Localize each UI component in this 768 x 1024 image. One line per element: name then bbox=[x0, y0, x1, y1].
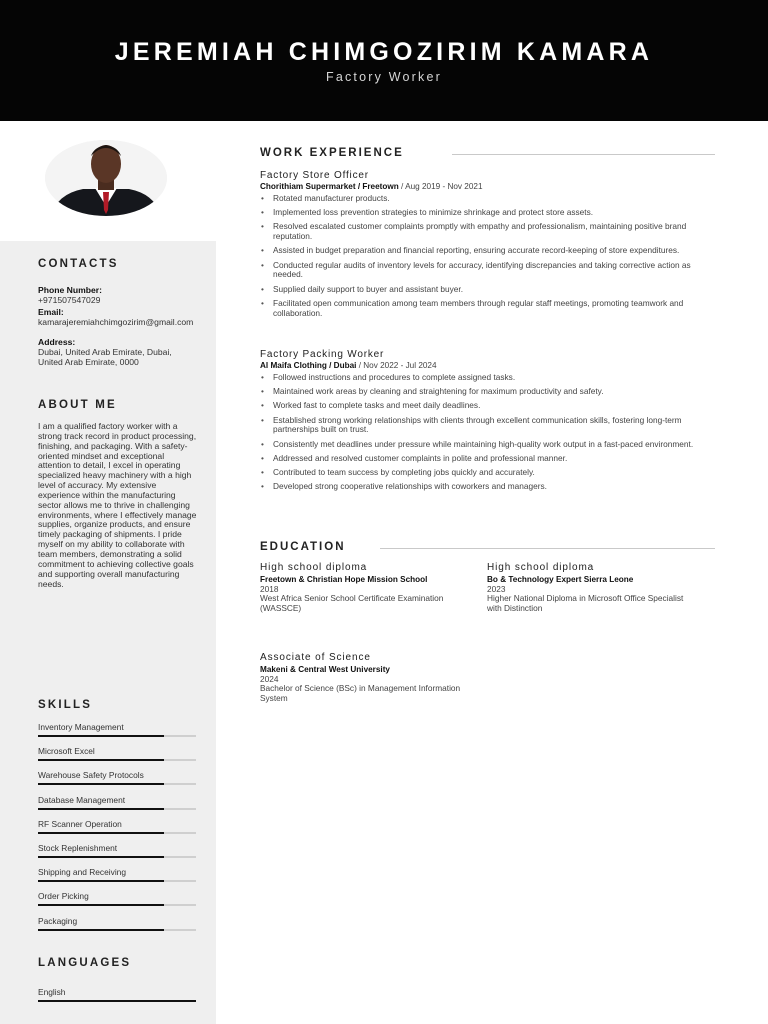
section-divider bbox=[452, 154, 715, 155]
skill-item bbox=[38, 843, 196, 858]
candidate-name: JEREMIAH CHIMGOZIRIM KAMARA bbox=[114, 38, 654, 66]
job-bullet: • Assisted in budget preparation and financial reporting, ensuring accurate record-keeping of store expenditures. bbox=[260, 246, 716, 256]
job-bullet: • Rotated manufacturer products. bbox=[260, 194, 716, 204]
address-value: Dubai, United Arab Emirate, Dubai, United Arab Emirate, 0000 bbox=[38, 347, 172, 367]
job-bullets bbox=[260, 194, 716, 318]
contacts-heading: CONTACTS bbox=[38, 258, 119, 270]
education-detail: Higher National Diploma in Microsoft Office Specialist with Distinction bbox=[487, 593, 684, 614]
about-heading: ABOUT ME bbox=[38, 399, 117, 411]
job-company: Chorithiam Supermarket / Freetown bbox=[260, 182, 399, 191]
skill-level-bar bbox=[38, 1000, 196, 1002]
job-dates: / Aug 2019 - Nov 2021 bbox=[398, 182, 483, 191]
skill-level-bar bbox=[38, 808, 196, 810]
education-detail: Bachelor of Science (BSc) in Management Information System bbox=[260, 683, 461, 704]
job-entry bbox=[260, 349, 716, 496]
skill-level-fill bbox=[38, 783, 164, 785]
skill-level-fill bbox=[38, 856, 164, 858]
phone-value: +971507547029 bbox=[38, 295, 101, 305]
skill-label: Order Picking bbox=[38, 891, 89, 902]
job-dates: / Nov 2022 - Jul 2024 bbox=[356, 361, 437, 370]
education-year: 2018 bbox=[260, 583, 279, 594]
job-company-dates bbox=[260, 361, 716, 370]
profile-photo bbox=[45, 140, 167, 216]
skill-level-bar bbox=[38, 735, 196, 737]
email-block bbox=[38, 307, 198, 327]
phone-block bbox=[38, 285, 198, 305]
skill-label: Shipping and Receiving bbox=[38, 867, 126, 878]
education-year: 2024 bbox=[260, 673, 279, 684]
job-bullet: • Established strong working relationships with clients through excellent communication skills, fostering long-term partnerships built on trust. bbox=[260, 416, 716, 436]
skill-level-fill bbox=[38, 832, 164, 834]
candidate-job-title: Factory Worker bbox=[326, 70, 442, 84]
skill-level-bar bbox=[38, 783, 196, 785]
work-experience-heading: WORK EXPERIENCE bbox=[260, 147, 404, 159]
job-bullet: • Facilitated open communication among team members through regular staff meetings, promoting teamwork and collaboration. bbox=[260, 299, 716, 319]
job-bullets bbox=[260, 373, 716, 492]
education-year: 2023 bbox=[487, 583, 506, 594]
skill-level-fill bbox=[38, 808, 164, 810]
resume-header bbox=[0, 0, 768, 121]
job-bullet: • Developed strong cooperative relationships with coworkers and managers. bbox=[260, 482, 716, 492]
education-degree: High school diploma bbox=[260, 562, 368, 573]
job-title: Factory Store Officer bbox=[260, 170, 369, 181]
skill-level-bar bbox=[38, 759, 196, 761]
job-bullet: • Consistently met deadlines under pressure while maintaining high-quality work output in a fast-paced environment. bbox=[260, 440, 716, 450]
skill-item bbox=[38, 916, 196, 931]
job-company-dates bbox=[260, 182, 716, 191]
skill-label: RF Scanner Operation bbox=[38, 818, 122, 829]
job-bullet: • Worked fast to complete tasks and meet daily deadlines. bbox=[260, 401, 716, 411]
skill-item bbox=[38, 987, 196, 1002]
education-heading: EDUCATION bbox=[260, 541, 346, 553]
skill-label: Stock Replenishment bbox=[38, 843, 118, 853]
skill-level-bar bbox=[38, 929, 196, 931]
address-label: Address: bbox=[38, 337, 76, 347]
email-label: Email: bbox=[38, 307, 64, 317]
skill-level-bar bbox=[38, 856, 196, 858]
skill-level-fill bbox=[38, 880, 164, 882]
skill-item bbox=[38, 746, 196, 761]
about-text: I am a qualified factory worker with a strong track record in product processing, finishing, and packaging. With a safety-oriented mindset and exceptional attention to detail, I excel in operating specialized heavy machinery with a high level of accuracy. My extensive experience within the manufacturing sector allows me to thrive in challenging environments, where I effectively manage supplies, organize products, and ensure timely packaging of shipments. I pride myself on my ability to collaborate with team members, demonstrating a solid commitment to achieving collective goals and supporting overall manufacturing needs. bbox=[38, 421, 197, 589]
education-item bbox=[260, 562, 470, 614]
skill-level-fill bbox=[38, 759, 164, 761]
education-item bbox=[260, 652, 470, 704]
job-entry bbox=[260, 170, 716, 323]
skill-label: Microsoft Excel bbox=[38, 746, 95, 757]
education-degree: High school diploma bbox=[487, 562, 595, 573]
skill-level-bar bbox=[38, 904, 196, 906]
education-detail: West Africa Senior School Certificate Examination (WASSCE) bbox=[260, 593, 444, 614]
skill-label: Inventory Management bbox=[38, 722, 124, 732]
skill-level-fill bbox=[38, 929, 164, 931]
section-divider bbox=[380, 548, 715, 549]
skill-item bbox=[38, 722, 196, 737]
job-bullet: • Implemented loss prevention strategies to minimize shrinkage and protect store assets. bbox=[260, 208, 716, 218]
skill-label: Database Management bbox=[38, 794, 126, 805]
job-bullet: • Addressed and resolved customer complaints in polite and professional manner. bbox=[260, 454, 716, 464]
education-institution: Bo & Technology Expert Sierra Leone bbox=[487, 575, 634, 584]
job-bullet: • Maintained work areas by cleaning and straightening for maximum productivity and safety. bbox=[260, 387, 716, 397]
job-title: Factory Packing Worker bbox=[260, 349, 385, 360]
sidebar bbox=[0, 241, 216, 1024]
email-value: kamarajeremiahchimgozirim@gmail.com bbox=[38, 317, 194, 327]
skill-level-bar bbox=[38, 880, 196, 882]
education-degree: Associate of Science bbox=[260, 652, 371, 663]
education-institution: Makeni & Central West University bbox=[260, 665, 390, 674]
job-bullet: • Conducted regular audits of inventory levels for accuracy, identifying discrepancies and taking corrective action as needed. bbox=[260, 261, 716, 281]
skill-level-bar bbox=[38, 832, 196, 834]
skill-item bbox=[38, 891, 196, 906]
skill-item bbox=[38, 867, 196, 882]
skill-item bbox=[38, 819, 196, 834]
skill-item bbox=[38, 795, 196, 810]
skill-level-fill bbox=[38, 1000, 196, 1002]
skills-heading: SKILLS bbox=[38, 699, 93, 711]
phone-label: Phone Number: bbox=[38, 285, 102, 295]
skill-level-fill bbox=[38, 735, 164, 737]
job-bullet: • Resolved escalated customer complaints promptly with empathy and professionalism, maintaining positive brand reputation. bbox=[260, 222, 716, 242]
skill-level-fill bbox=[38, 904, 164, 906]
job-bullet: • Contributed to team success by completing jobs quickly and accurately. bbox=[260, 468, 716, 478]
job-company: Al Maifa Clothing / Dubai bbox=[260, 361, 357, 370]
job-bullet: • Followed instructions and procedures to complete assigned tasks. bbox=[260, 373, 716, 383]
languages-heading: LANGUAGES bbox=[38, 957, 132, 969]
education-item bbox=[487, 562, 697, 614]
skill-label: English bbox=[38, 987, 66, 997]
job-bullet: • Supplied daily support to buyer and assistant buyer. bbox=[260, 285, 716, 295]
skill-item bbox=[38, 770, 196, 785]
address-block bbox=[38, 337, 198, 367]
skill-label: Warehouse Safety Protocols bbox=[38, 770, 144, 781]
education-institution: Freetown & Christian Hope Mission School bbox=[260, 575, 428, 584]
skill-label: Packaging bbox=[38, 915, 78, 926]
